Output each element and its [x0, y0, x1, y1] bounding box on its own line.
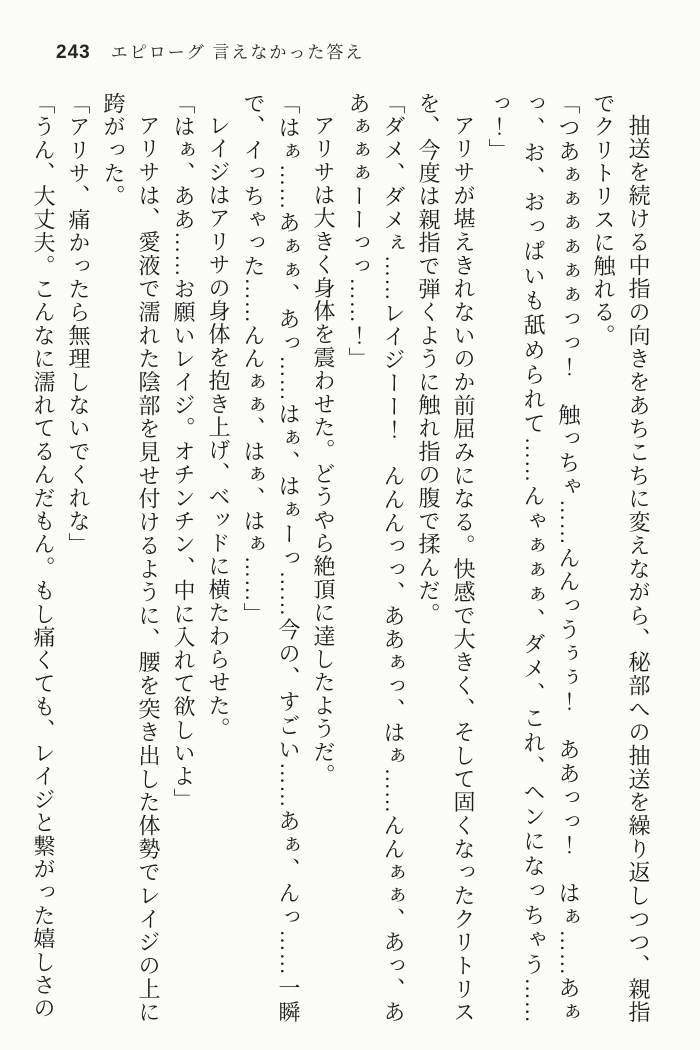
- paragraph: 抽送を続ける中指の向きをあちこちに変えながら、秘部への抽送を繰り返しつつ、親指でクリトリスに触れる。: [591, 92, 651, 1024]
- paragraph: アリサが堪えきれないのか前屈みになる。快感で大きく、そして固くなったクリトリスを、今度は親指で弾くように触れ指の腹で揉んだ。: [416, 92, 476, 1024]
- paragraph: アリサは大きく身体を震わせた。どうやら絶頂に達したようだ。: [311, 114, 336, 787]
- paragraph: 「アリサ、痛かったら無理しないでくれな」: [66, 92, 91, 556]
- paragraph: アリサは、愛液で濡れた陰部を見せ付けるように、腰を突き出した体勢でレイジの上に跨がった。: [101, 92, 161, 1024]
- running-head: [56, 38, 364, 64]
- chapter-title: エピローグ 言えなかった答え: [110, 43, 365, 62]
- page-number: 243: [56, 42, 91, 63]
- paragraph: 「うん、大丈夫。こんなに濡れてるんだもん。もし痛くても、レイジと繋がった嬉しさの: [31, 92, 56, 1020]
- paragraph: 「ダメ、ダメぇ……レイジーー！ んんんっっ、ああぁっ、はぁ……んんぁぁ、あっ、ああぁぁぁーーっっ……！」: [346, 92, 406, 1024]
- paragraph: 「はぁ、ああ……お願いレイジ。オチンチン、中に入れて欲しいよ」: [171, 92, 196, 812]
- paragraph: レイジはアリサの身体を抱き上げ、ベッドに横たわらせた。: [206, 114, 231, 741]
- paragraph: 「つあぁぁぁぁぁぁっっ！ 触っちゃ……んんっうぅぅ！ ああっっ！ はぁ……あぁっ、お、おっぱいも舐められて……んゃぁぁぁ、ダメ、これ、ヘンになっちゃう……っ！」: [486, 92, 581, 1024]
- body-text: [31, 92, 656, 1024]
- paragraph: 「はぁ……あぁぁ、あっ……はぁ、はぁーっ……今の、すごい……あぁ、んっ……一瞬で、イっちゃった……んんぁぁ、はぁ、はぁ……」: [241, 92, 301, 1024]
